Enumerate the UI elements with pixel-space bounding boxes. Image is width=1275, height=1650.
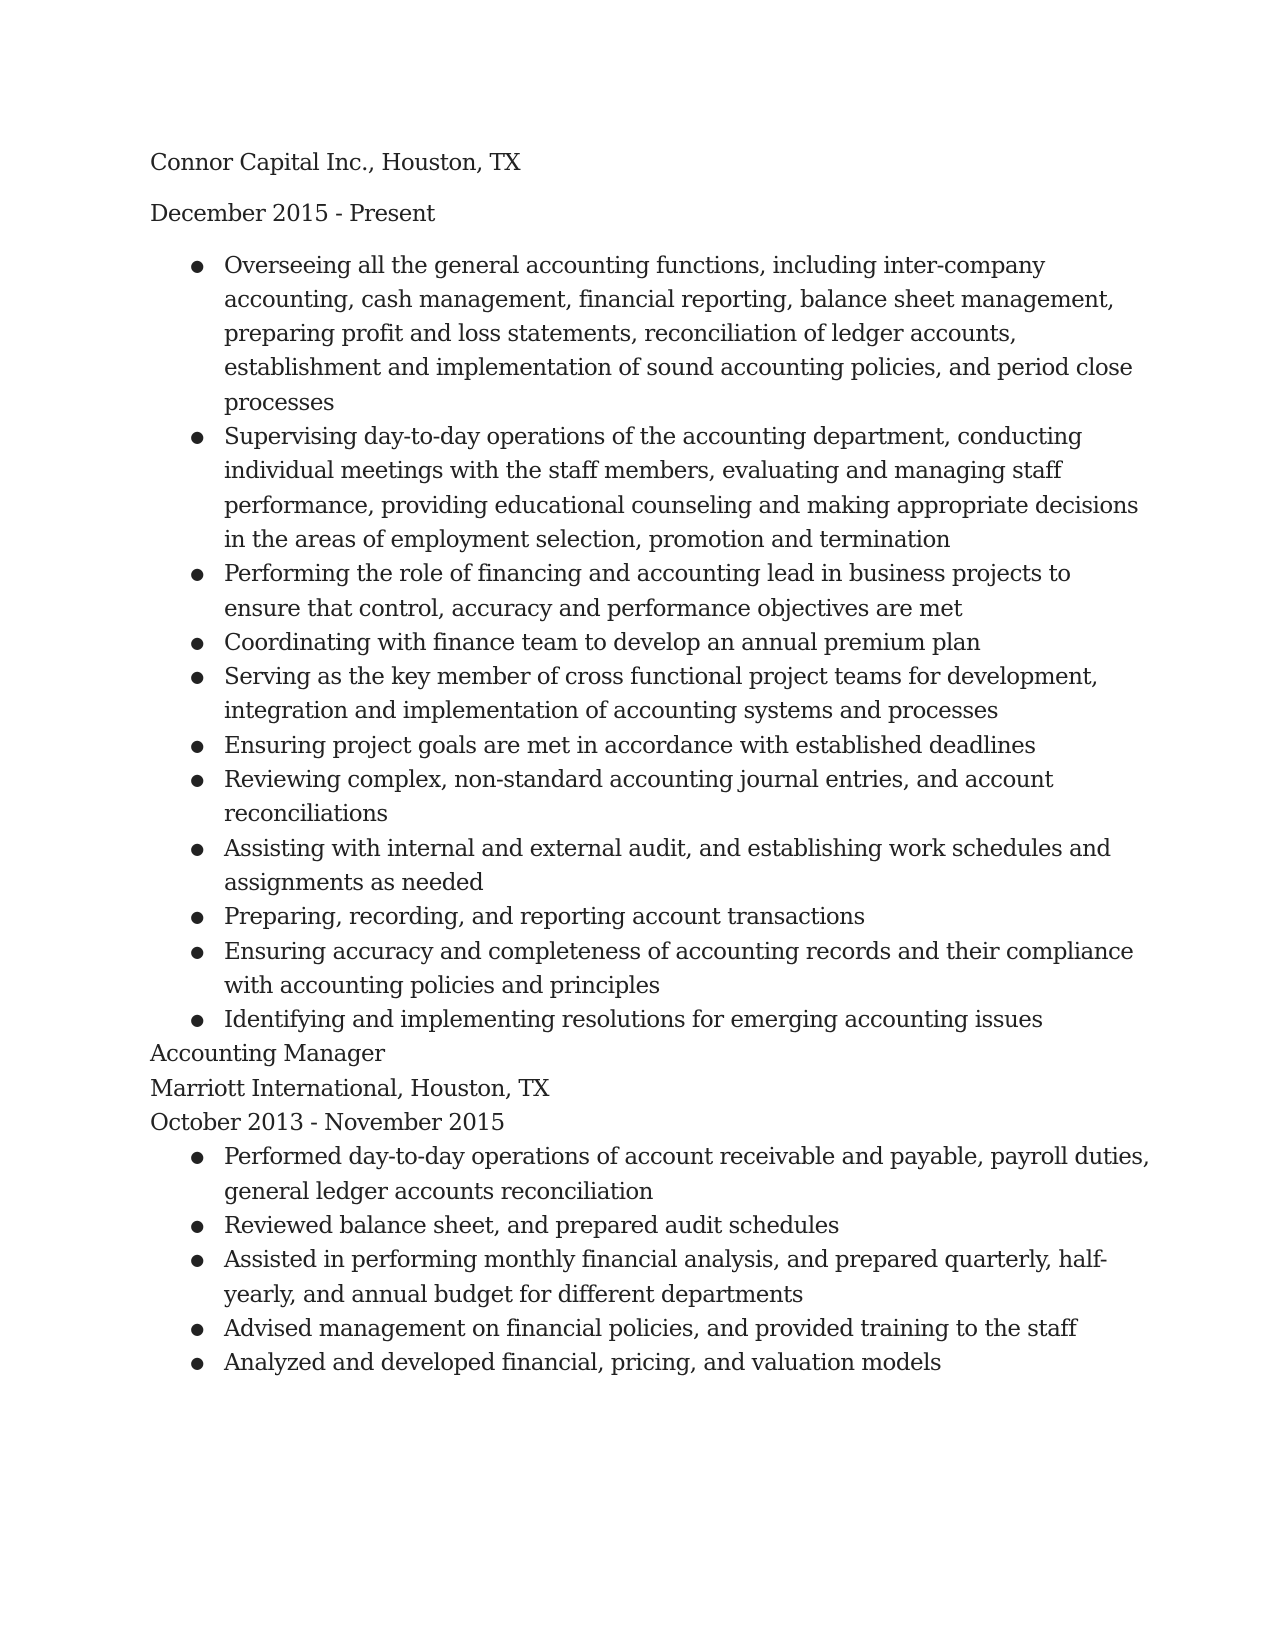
bullet-text: Performing the role of financing and accounting lead in business projects to ensure that control, accuracy and performance objectives are met [224,561,1071,622]
bullet-icon: ● [190,1147,204,1167]
job2-company: Marriott International, Houston, TX [150,1075,549,1102]
bullet-text: Overseeing all the general accounting functions, including inter-company accounting, cash management, financial reporting, balance sheet management, preparing profit and loss statements, reconciliation of ledger accounts, establishment and implementation of sound accounting policies, and period close processes [224,252,1133,416]
list-item [150,420,1150,557]
bullet-icon: ● [190,1318,204,1338]
bullet-icon: ● [190,564,204,584]
bullet-text: Ensuring project goals are met in accordance with established deadlines [224,732,1036,759]
list-item [150,935,1150,1004]
list-item [150,626,1150,660]
bullet-icon: ● [190,632,204,652]
bullet-text: Serving as the key member of cross functional project teams for development, integration and implementation of accounting systems and processes [224,664,1098,725]
list-item [150,763,1150,832]
bullet-icon: ● [190,1215,204,1235]
document-content [150,146,1150,1380]
list-item [150,660,1150,729]
bullet-text: Preparing, recording, and reporting account transactions [224,904,865,931]
bullet-text: Analyzed and developed financial, pricing, and valuation models [224,1350,942,1377]
bullet-icon: ● [190,427,204,447]
bullet-icon: ● [190,1250,204,1270]
bullet-icon: ● [190,941,204,961]
list-item [150,1346,1150,1380]
bullet-icon: ● [190,667,204,687]
bullet-icon: ● [190,1010,204,1030]
job2-bullet-list [150,1140,1150,1380]
list-item [150,1209,1150,1243]
job2-title: Accounting Manager [150,1041,385,1068]
bullet-icon: ● [190,907,204,927]
list-item [150,249,1150,420]
bullet-text: Coordinating with finance team to develop an annual premium plan [224,629,981,656]
job1-dates: December 2015 - Present [150,201,435,228]
list-item [150,1003,1150,1037]
bullet-text: Supervising day-to-day operations of the accounting department, conducting individual meetings with the staff members, evaluating and managing staff performance, providing educational counseling and making appropriate decisions in the areas of employment selection, promotion and termination [224,424,1139,553]
job1-company: Connor Capital Inc., Houston, TX [150,150,521,176]
bullet-icon: ● [190,770,204,790]
bullet-icon: ● [190,735,204,755]
job1-bullet-list [150,249,1150,1038]
list-item [150,1140,1150,1209]
bullet-text: Reviewing complex, non-standard accounting journal entries, and account reconciliations [224,767,1054,828]
list-item [150,1312,1150,1346]
bullet-icon: ● [190,1353,204,1373]
bullet-text: Assisting with internal and external audit, and establishing work schedules and assignments as needed [224,835,1111,896]
list-item [150,900,1150,934]
bullet-icon: ● [190,255,204,275]
bullet-icon: ● [190,838,204,858]
bullet-text: Identifying and implementing resolutions for emerging accounting issues [224,1007,1043,1034]
list-item [150,557,1150,626]
bullet-text: Assisted in performing monthly financial analysis, and prepared quarterly, half-yearly, and annual budget for different departments [224,1247,1107,1308]
list-item [150,729,1150,763]
job2-dates: October 2013 - November 2015 [150,1110,505,1137]
bullet-text: Ensuring accuracy and completeness of accounting records and their compliance with accounting policies and principles [224,938,1134,999]
list-item [150,832,1150,901]
bullet-text: Advised management on financial policies, and provided training to the staff [224,1315,1077,1342]
bullet-text: Reviewed balance sheet, and prepared audit schedules [224,1212,839,1239]
list-item [150,1243,1150,1312]
bullet-text: Performed day-to-day operations of account receivable and payable, payroll duties, general ledger accounts reconciliation [224,1144,1150,1205]
